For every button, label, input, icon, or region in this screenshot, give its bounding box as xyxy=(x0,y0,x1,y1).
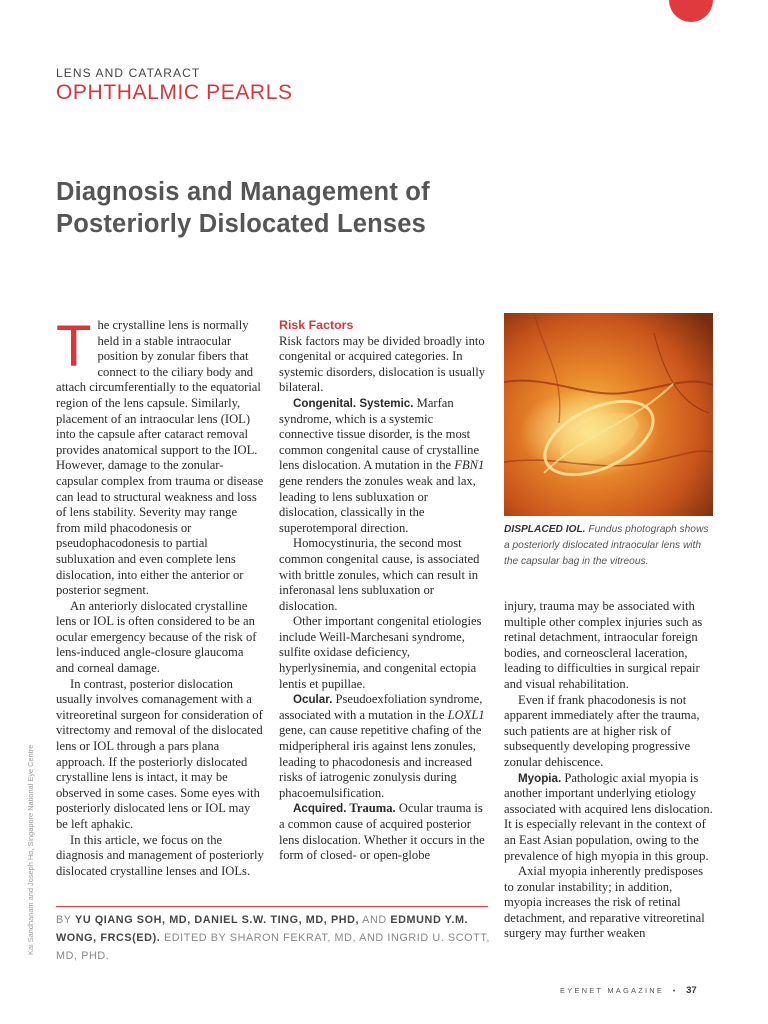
column-risk-factors xyxy=(279,318,489,864)
figure-caption: DISPLACED IOL. Fundus photograph shows a posteriorly dislocated intraocular lens with the capsular bag in the vitreous. xyxy=(504,524,709,567)
congenital-paragraph: Congenital. Systemic. Marfan syndrome, which is a systemic connective tissue disorder, is the most common congenital cause of crystalline lens dislocation. A mutation in the FBN1 gene renders the zonules weak and lax, leading to lens subluxation or dislocation, classically in the superotemporal direction. xyxy=(279,395,485,535)
caption-label: DISPLACED IOL. xyxy=(504,524,586,535)
column-continued xyxy=(504,599,713,942)
myopia-paragraph: Myopia. Pathologic axial myopia is another important underlying etiology associated with acquired lens dislocation. It is especially relevant in the context of an East Asian population, owing to the prevalence of high myopia in this group. xyxy=(504,770,713,863)
intro-paragraph-1: The crystalline lens is normally held in a stable intraocular position by zonular fibers that connect to the ciliary body and attach circumferentially to the equatorial region of the lens capsule. Similarly, placement of an intraocular lens (IOL) into the capsule after cataract removal provides anatomical support to the IOL. However, damage to the zonular-capsular complex from trauma or disease can lead to structural weakness and loss of lens stability. Severity may range from mild phacodonesis or pseudophacodonesis to partial subluxation and even complete lens dislocation, into either the anterior or posterior segment. xyxy=(56,314,264,598)
homocystinuria-paragraph: Homocystinuria, the second most common congenital cause, is associated with brittle zonules, which can result in inferonasal lens subluxation or dislocation. xyxy=(279,536,480,613)
gene-loxl1: LOXL1 xyxy=(447,707,485,722)
title-line-2: Posteriorly Dislocated Lenses xyxy=(56,210,427,238)
series-title: OPHTHALMIC PEARLS xyxy=(56,81,293,104)
photo-credit: Kai Sandhanam and Joseph Ho, Singapore National Eye Centre xyxy=(26,744,35,955)
page-number: 37 xyxy=(686,985,697,996)
article-title xyxy=(56,176,576,240)
corner-accent-dot xyxy=(669,0,713,22)
authors-2: EDMUND Y.M. WONG, FRCS(ED). xyxy=(56,914,469,944)
risk-factors-heading: Risk Factors xyxy=(279,318,354,332)
authors-1: YU QIANG SOH, MD, DANIEL S.W. TING, MD, PHD, xyxy=(75,914,360,926)
acquired-subhead: Acquired. xyxy=(293,802,347,816)
other-etiologies-paragraph: Other important congenital etiologies include Weill-Marchesani syndrome, sulfite oxidase deficiency, hyperlysinemia, and congenital ectopia lentis et pupillae. xyxy=(279,614,482,691)
magazine-name: EYENET MAGAZINE xyxy=(560,986,665,995)
page-footer xyxy=(560,985,697,996)
congenital-subhead: Congenital. Systemic. xyxy=(293,396,414,410)
byline-divider xyxy=(56,906,488,907)
column-intro xyxy=(56,314,264,879)
editors: EDITED BY SHARON FEKRAT, MD, AND INGRID U. SCOTT, MD, PHD. xyxy=(56,932,490,962)
risk-paragraph-intro: Risk factors may be divided broadly into congenital or acquired categories. In systemic disorders, dislocation is usually bilateral. xyxy=(279,333,486,395)
fundus-photograph xyxy=(504,313,713,516)
intro-paragraph-3: In contrast, posterior dislocation usually involves comanagement with a vitreoretinal surgeon for consideration of vitrectomy and removal of the dislocated lens or IOL through a pars plana approach. If the posteriorly dislocated crystalline lens is intact, it may be observed in some cases. Some eyes with posteriorly dislocated lens or IOL may be left aphakic. xyxy=(56,676,263,831)
phacodonesis-paragraph: Even if frank phacodonesis is not apparent immediately after the trauma, such patients are at higher risk of subsequently developing progressive zonular dehiscence. xyxy=(504,692,700,769)
section-label: LENS AND CATARACT xyxy=(56,66,201,80)
intro-paragraph-2: An anteriorly dislocated crystalline lens or IOL is often considered to be an ocular emergency because of the risk of lens-induced angle-closure glaucoma and corneal damage. xyxy=(56,598,257,676)
footer-separator: • xyxy=(672,986,678,995)
intro-paragraph-4: In this article, we focus on the diagnosis and management of posteriorly dislocated crystalline lenses and IOLs. xyxy=(56,832,264,878)
myopia-subhead: Myopia. xyxy=(518,771,562,785)
trauma-continued-paragraph: injury, trauma may be associated with multiple other complex injuries such as retinal detachment, intraocular foreign bodies, and corneoscleral laceration, leading to difficulties in surgical repair and visual rehabilitation. xyxy=(504,599,703,691)
trauma-subhead: Trauma. xyxy=(346,801,396,816)
ocular-paragraph: Ocular. Pseudoexfoliation syndrome, associated with a mutation in the LOXL1 gene, can cause repetitive chafing of the midperipheral iris against lens zonules, leading to phacodonesis and increased risks of iatrogenic zonulysis during phacoemulsification. xyxy=(279,692,485,800)
byline: BY YU QIANG SOH, MD, DANIEL S.W. TING, MD, PHD, AND EDMUND Y.M. WONG, FRCS(ED). EDITED BY SHARON FEKRAT, MD, AND INGRID U. SCOTT, MD, PHD. xyxy=(56,914,490,962)
gene-fbn1: FBN1 xyxy=(454,458,485,473)
ocular-subhead: Ocular. xyxy=(293,693,333,707)
drop-cap: T xyxy=(56,314,92,379)
title-line-1: Diagnosis and Management of xyxy=(56,178,430,206)
acquired-paragraph: Acquired. Trauma. Ocular trauma is a common cause of acquired posterior lens dislocation. Whether it occurs in the form of closed- or open-globe xyxy=(279,801,485,863)
axial-myopia-paragraph: Axial myopia inherently predisposes to zonular instability; in addition, myopia increases the risk of retinal detachment, and reparative vitreoretinal surgery may further weaken xyxy=(504,864,705,941)
